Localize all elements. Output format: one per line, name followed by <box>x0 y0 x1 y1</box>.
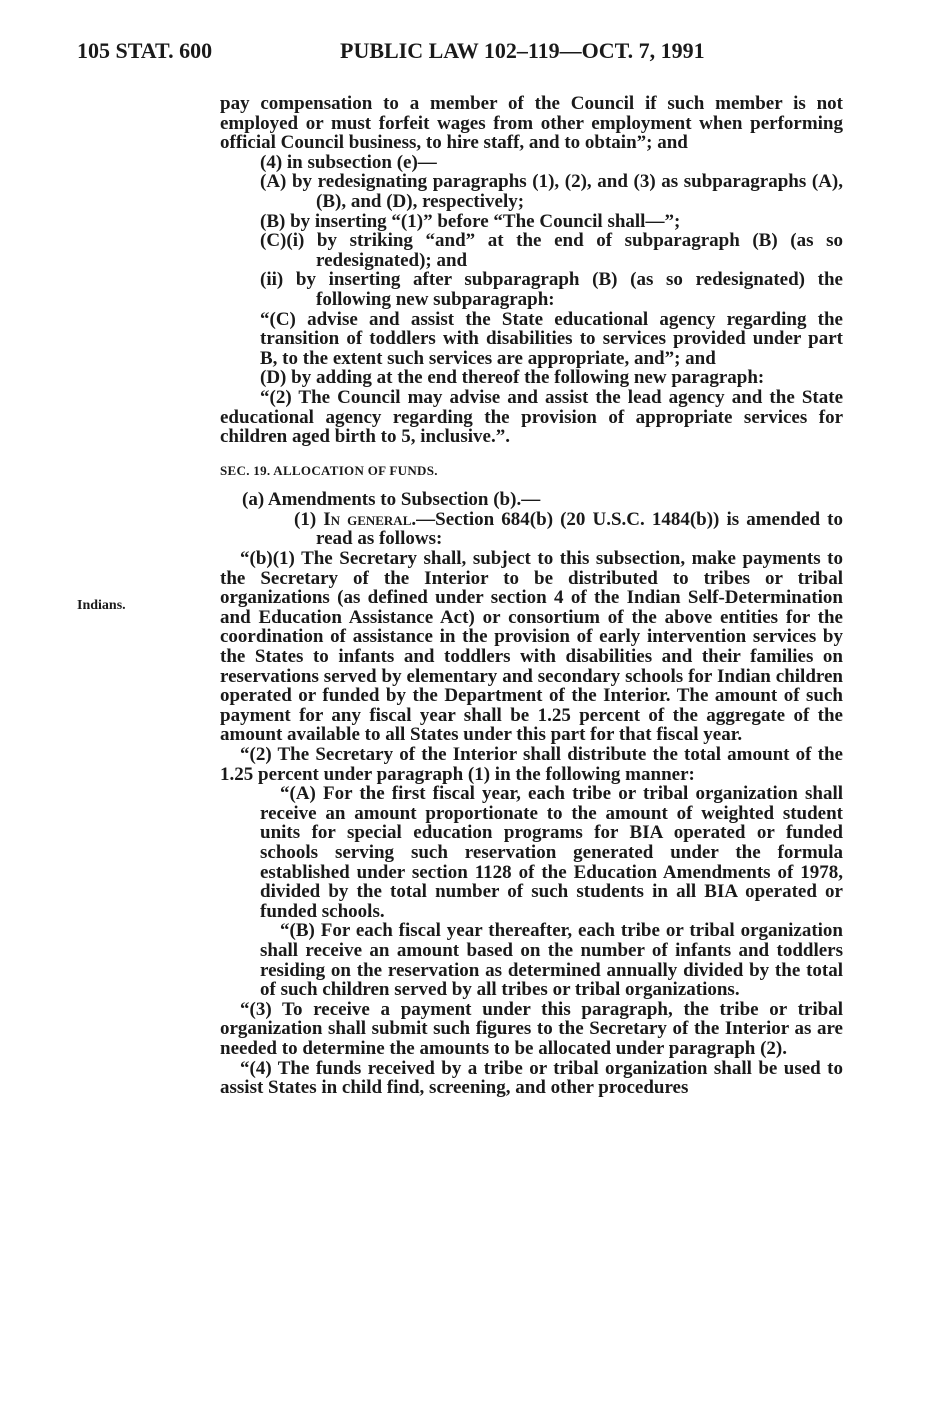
in-general-text: —Section 684(b) (20 U.S.C. 1484(b)) is amended to read as follows: <box>316 508 843 550</box>
in-general-label: (1) In general. <box>294 508 417 530</box>
paragraph: (4) in subsection (e)— <box>260 151 437 173</box>
quoted-paragraph: “(B) For each fiscal year thereafter, each tribe or tribal organization shall receive an amount based on the number of infants and toddlers residing on the reservation as determined annually divided by the total of such children served by all tribes or tribal organizations. <box>260 920 843 1001</box>
quoted-text: “(C) advise and assist the State educational agency regarding the transition of toddlers with disabilities to services provided under part B, to the extent such services are appropriate, and”; and <box>260 308 843 369</box>
public-law-title: PUBLIC LAW 102–119—OCT. 7, 1991 <box>340 38 705 63</box>
subsection-heading <box>220 490 843 510</box>
body-text <box>220 94 843 1098</box>
paragraph: (B) by inserting “(1)” before “The Council shall—”; <box>260 210 681 232</box>
paragraph: “(2) The Council may advise and assist the lead agency and the State educational agency regarding the provision of appropriate services for children aged birth to 5, inclusive.”. <box>220 386 843 448</box>
paragraph: pay compensation to a member of the Council if such member is not employed or must forfeit wages from other employment when performing official Council business, to hire staff, and to obtain”; and <box>220 93 843 154</box>
in-general-paragraph <box>220 510 843 549</box>
subsection-label: (a) Amendments to Subsection (b).— <box>242 489 541 511</box>
paragraph <box>220 310 843 369</box>
paragraph: (C)(i) by striking “and” at the end of subparagraph (B) (as so redesignated); and <box>260 230 843 271</box>
paragraph: (A) by redesignating paragraphs (1), (2), and (3) as subparagraphs (A), (B), and (D), respectively; <box>260 171 843 212</box>
page-header <box>77 38 847 78</box>
quoted-paragraph: “(4) The funds received by a tribe or tribal organization shall be used to assist States in child find, screening, and other procedures <box>220 1057 843 1099</box>
quoted-paragraph: “(2) The Secretary of the Interior shall distribute the total amount of the 1.25 percent under paragraph (1) in the following manner: <box>220 744 843 785</box>
quoted-paragraph: “(3) To receive a payment under this paragraph, the tribe or tribal organization shall submit such figures to the Secretary of the Interior as are needed to determine the amounts to be allocated under paragraph (2). <box>220 998 843 1059</box>
quoted-paragraph: “(b)(1) The Secretary shall, subject to this subsection, make payments to the Secretary of the Interior to be distributed to tribes or tribal organizations (as defined under section 4 of the Indian Self-Determination and Education Assistance Act) or consortium of the above entities for the coordination of assistance in the provision of early intervention services by the States to infants and toddlers with disabilities and their families on reservations served by elementary and secondary schools for Indian children operated or funded by the Department of the Interior. The amount of such payment for any fiscal year shall be 1.25 percent of the aggregate of the amount available to all States under this part for that fiscal year. <box>220 548 843 746</box>
stat-page-number: 105 STAT. 600 <box>77 38 213 63</box>
paragraph: (ii) by inserting after subparagraph (B) (as so redesignated) the following new subparagraph: <box>260 269 843 310</box>
section-heading: SEC. 19. ALLOCATION OF FUNDS. <box>220 462 438 478</box>
paragraph: (D) by adding at the end thereof the following new paragraph: <box>260 367 765 389</box>
quoted-paragraph: “(A) For the first fiscal year, each tribe or tribal organization shall receive an amount proportionate to the amount of weighted student units for special education programs for BIA operated or funded schools serving such reservation generated under the formula established under section 1128 of the Education Amendments of 1978, divided by the total number of such students in all BIA operated or funded schools. <box>260 783 843 922</box>
margin-note-indians: Indians. <box>77 598 126 613</box>
